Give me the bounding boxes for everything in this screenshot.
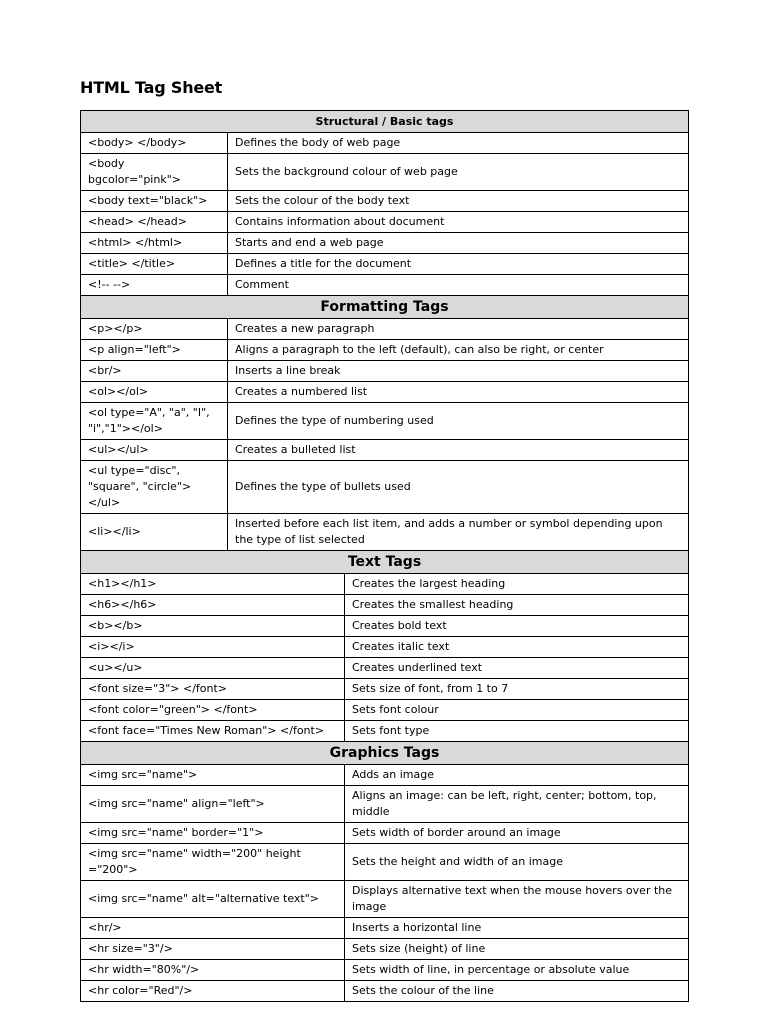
description-cell: Adds an image <box>345 765 689 786</box>
table-row <box>81 154 689 191</box>
description-cell: Contains information about document <box>228 212 689 233</box>
tag-cell: <font size="3"> </font> <box>81 679 345 700</box>
tag-cell: <ol></ol> <box>81 382 228 403</box>
section-header-row <box>81 742 689 765</box>
tag-cell: <ol type="A", "a", "I", "i","1"></ol> <box>81 403 228 440</box>
tag-cell: <head> </head> <box>81 212 228 233</box>
table-row <box>81 939 689 960</box>
table-row <box>81 340 689 361</box>
description-cell: Creates a new paragraph <box>228 319 689 340</box>
table-row <box>81 721 689 742</box>
description-cell: Sets size (height) of line <box>345 939 689 960</box>
table-row <box>81 765 689 786</box>
tag-cell: <body text="black"> <box>81 191 228 212</box>
table-row <box>81 212 689 233</box>
table-row <box>81 981 689 1002</box>
section-header-row <box>81 296 689 319</box>
page-title: HTML Tag Sheet <box>80 78 223 97</box>
table-row <box>81 133 689 154</box>
tag-cell: <img src="name" align="left"> <box>81 786 345 823</box>
tag-cell: <img src="name" alt="alternative text"> <box>81 881 345 918</box>
table-row <box>81 786 689 823</box>
table-row <box>81 514 689 551</box>
tag-cell: <hr width="80%"/> <box>81 960 345 981</box>
tag-cell: <i></i> <box>81 637 345 658</box>
description-cell: Creates bold text <box>345 616 689 637</box>
tag-cell: <hr size="3"/> <box>81 939 345 960</box>
table-row <box>81 823 689 844</box>
description-cell: Aligns an image: can be left, right, center; bottom, top, middle <box>345 786 689 823</box>
table-row <box>81 191 689 212</box>
description-cell: Sets font type <box>345 721 689 742</box>
description-cell: Sets size of font, from 1 to 7 <box>345 679 689 700</box>
description-cell: Inserted before each list item, and adds a number or symbol depending upon the type of list selected <box>228 514 689 551</box>
tag-cell: <body bgcolor="pink"> <box>81 154 228 191</box>
description-cell: Sets width of line, in percentage or absolute value <box>345 960 689 981</box>
section-header-row <box>81 551 689 574</box>
description-cell: Sets the colour of the line <box>345 981 689 1002</box>
description-cell: Creates underlined text <box>345 658 689 679</box>
tag-cell: <font color="green"> </font> <box>81 700 345 721</box>
tag-cell: <h1></h1> <box>81 574 345 595</box>
description-cell: Inserts a line break <box>228 361 689 382</box>
description-cell: Defines the type of bullets used <box>228 461 689 514</box>
description-cell: Sets the colour of the body text <box>228 191 689 212</box>
tag-cell: <img src="name" width="200" height ="200"> <box>81 844 345 881</box>
table-row <box>81 679 689 700</box>
table-row <box>81 461 689 514</box>
tag-cell: <body> </body> <box>81 133 228 154</box>
tag-cell: <title> </title> <box>81 254 228 275</box>
description-cell: Comment <box>228 275 689 296</box>
tag-cell: <!-- --> <box>81 275 228 296</box>
tag-cell: <b></b> <box>81 616 345 637</box>
description-cell: Creates a numbered list <box>228 382 689 403</box>
description-cell: Creates the largest heading <box>345 574 689 595</box>
table-row <box>81 616 689 637</box>
section-heading: Graphics Tags <box>81 742 689 765</box>
table-row <box>81 595 689 616</box>
tag-cell: <h6></h6> <box>81 595 345 616</box>
description-cell: Creates the smallest heading <box>345 595 689 616</box>
tag-cell: <font face="Times New Roman"> </font> <box>81 721 345 742</box>
tag-cell: <li></li> <box>81 514 228 551</box>
description-cell: Creates italic text <box>345 637 689 658</box>
section-heading: Structural / Basic tags <box>81 111 689 133</box>
tag-cell: <hr/> <box>81 918 345 939</box>
tag-cell: <u></u> <box>81 658 345 679</box>
tag-cell: <ul></ul> <box>81 440 228 461</box>
tag-cell: <p align="left"> <box>81 340 228 361</box>
table-row <box>81 637 689 658</box>
table-row <box>81 275 689 296</box>
description-cell: Sets font colour <box>345 700 689 721</box>
tag-cell: <hr color="Red"/> <box>81 981 345 1002</box>
table-row <box>81 254 689 275</box>
tag-cell: <br/> <box>81 361 228 382</box>
table-row <box>81 382 689 403</box>
table-row <box>81 361 689 382</box>
description-cell: Creates a bulleted list <box>228 440 689 461</box>
table-row <box>81 844 689 881</box>
table-row <box>81 440 689 461</box>
tag-cell: <html> </html> <box>81 233 228 254</box>
description-cell: Aligns a paragraph to the left (default), can also be right, or center <box>228 340 689 361</box>
description-cell: Displays alternative text when the mouse hovers over the image <box>345 881 689 918</box>
table-row <box>81 319 689 340</box>
description-cell: Sets width of border around an image <box>345 823 689 844</box>
table-row <box>81 881 689 918</box>
description-cell: Defines the body of web page <box>228 133 689 154</box>
description-cell: Sets the height and width of an image <box>345 844 689 881</box>
table-row <box>81 233 689 254</box>
table-row <box>81 960 689 981</box>
tag-cell: <p></p> <box>81 319 228 340</box>
section-header-row <box>81 111 689 133</box>
tag-sheet-table <box>80 110 689 1002</box>
description-cell: Defines a title for the document <box>228 254 689 275</box>
description-cell: Defines the type of numbering used <box>228 403 689 440</box>
table-row <box>81 918 689 939</box>
description-cell: Sets the background colour of web page <box>228 154 689 191</box>
description-cell: Inserts a horizontal line <box>345 918 689 939</box>
table-row <box>81 403 689 440</box>
tag-cell: <img src="name" border="1"> <box>81 823 345 844</box>
tag-cell: <img src="name"> <box>81 765 345 786</box>
table-row <box>81 658 689 679</box>
section-heading: Formatting Tags <box>81 296 689 319</box>
table-row <box>81 700 689 721</box>
table-row <box>81 574 689 595</box>
description-cell: Starts and end a web page <box>228 233 689 254</box>
tag-cell: <ul type="disc", "square", "circle"></ul> <box>81 461 228 514</box>
section-heading: Text Tags <box>81 551 689 574</box>
